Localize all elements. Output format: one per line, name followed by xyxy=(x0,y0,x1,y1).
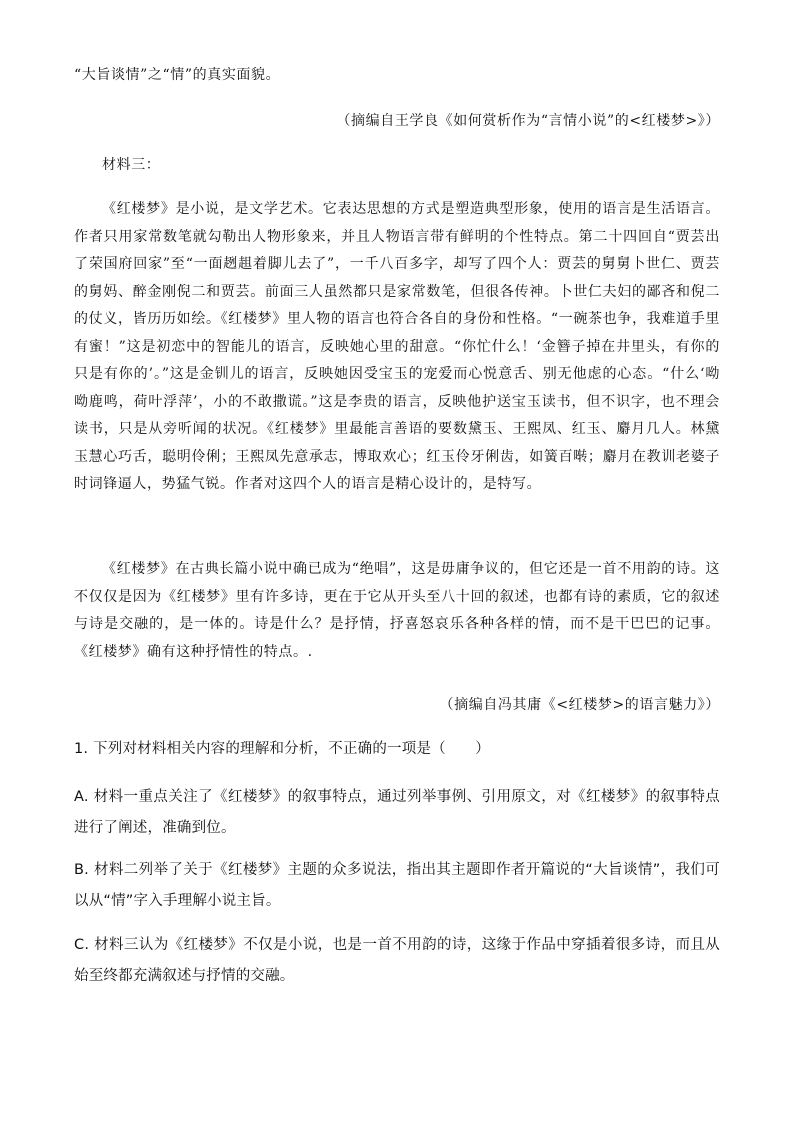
option-b: B. 材料二列举了关于《红楼梦》主题的众多说法，指出其主题即作者开篇说的“大旨谈情”，我们可以从“情”字入手理解小说主旨。 xyxy=(74,862,720,909)
material-3-paragraph-2: 《红楼梦》在古典长篇小说中确已成为“绝唱”，这是毋庸争议的，但它还是一首不用韵的诗。这不仅仅是因为《红楼梦》里有许多诗，更在于它从开头至八十回的叙述，也都有诗的素质，它的叙述与诗是交融的，是一体的。诗是什么？是抒情，抒喜怒哀乐各种各样的情，而不是干巴巴的记事。《红楼梦》确有这种抒情性的特点。. xyxy=(74,561,720,660)
question-stem: 1. 下列对材料相关内容的理解和分析，不正确的一项是（ ） xyxy=(74,741,490,757)
material-3-paragraph-1: 《红楼梦》是小说，是文学艺术。它表达思想的方式是塑造典型形象，使用的语言是生活语言。作者只用家常数笔就勾勒出人物形象来，并且人物语言带有鲜明的个性特点。第二十四回自“贾芸出了荣国府回家”至“一面趔趄着脚儿去了”，一千八百多字，却写了四个人：贾芸的舅舅卜世仁、贾芸的舅妈、醉金刚倪二和贾芸。前面三人虽然都只是家常数笔，但很各传神。卜世仁夫妇的鄙吝和倪二的仗义，皆历历如绘。《红楼梦》里人物的语言也符合各自的身份和性格。“一碗茶也争，我难道手里有蜜！”这是初恋中的智能儿的语言，反映她心里的甜意。“你忙什么！‘金簪子掉在井里头，有你的只是有你的’。”这是金钏儿的语言，反映她因受宝玉的宠爱而心悦意舌、别无他虑的心态。“什么‘呦呦鹿鸣，荷叶浮萍’，小的不敢撒谎。”这是李贵的语言，反映他护送宝玉读书，但不识字，也不理会读书，只是从旁听闻的状况。《红楼梦》里最能言善语的要数黛玉、王熙凤、红玉、麝月几人。林黛玉慧心巧舌，聪明伶俐；王熙凤先意承志，博取欢心；红玉伶牙俐齿，如簧百啭；麝月在教训老婆子时词锋逼人，势猛气锐。作者对这四个人的语言是精心设计的，是特写。 xyxy=(74,201,720,492)
passage-continuation-line: “大旨谈情”之“情”的真实面貌。 xyxy=(74,67,281,83)
option-c: C. 材料三认为《红楼梦》不仅是小说，也是一首不用韵的诗，这缘于作品中穿插着很多诗，而且从始至终都充满叙述与抒情的交融。 xyxy=(74,937,720,984)
source-citation-1: （摘编自王学良《如何赏析作为“言情小说”的<红楼梦>》） xyxy=(336,113,720,129)
option-a: A. 材料一重点关注了《红楼梦》的叙事特点，通过列举事例、引用原文，对《红楼梦》的叙事特点进行了阐述，准确到位。 xyxy=(74,789,720,836)
source-citation-2: （摘编自冯其庸《<红楼梦>的语言魅力》） xyxy=(439,697,720,713)
material-3-heading: 材料三： xyxy=(102,157,161,173)
